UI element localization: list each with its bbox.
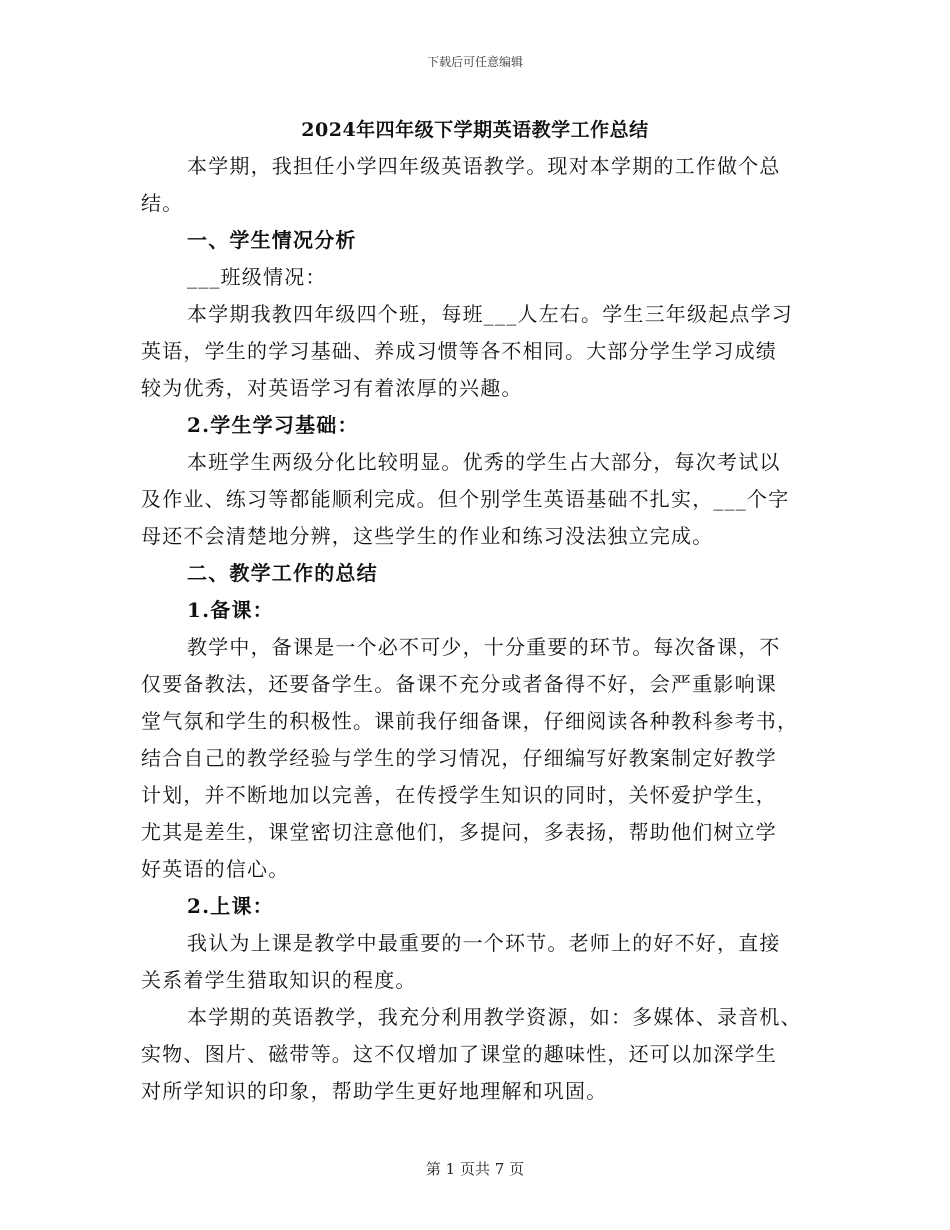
text-line: 实物、图片、磁带等。这不仅增加了课堂的趣味性，还可以加深学生 — [141, 1042, 777, 1066]
text-line: 堂气氛和学生的积极性。课前我仔细备课，仔细阅读各种教科参考书， — [141, 709, 799, 733]
text-line: ___班级情况： — [187, 265, 327, 289]
text-line: 仅要备教法，还要备学生。备课不充分或者备得不好，会严重影响课 — [141, 672, 777, 696]
text-line: 本学期我教四年级四个班，每班___人左右。学生三年级起点学习 — [187, 302, 793, 326]
text-line: 结合自己的教学经验与学生的学习情况，仔细编写好教案制定好教学 — [141, 746, 777, 770]
text-line: 本学期的英语教学，我充分利用教学资源，如：多媒体、录音机、 — [187, 1005, 802, 1029]
text-line: 较为优秀，对英语学习有着浓厚的兴趣。 — [141, 376, 523, 400]
text-line: 我认为上课是教学中最重要的一个环节。老师上的好不好，直接 — [187, 931, 781, 955]
section-heading: 1.备课： — [187, 598, 274, 622]
section-heading: 一、学生情况分析 — [187, 228, 357, 252]
text-line: 母还不会清楚地分辨，这些学生的作业和练习没法独立完成。 — [141, 524, 714, 548]
section-heading: 2.学生学习基础： — [187, 413, 359, 437]
text-line: 教学中，备课是一个必不可少，十分重要的环节。每次备课，不 — [187, 635, 781, 659]
text-line: 本班学生两级分化比较明显。优秀的学生占大部分，每次考试以 — [187, 450, 781, 474]
text-line: 及作业、练习等都能顺利完成。但个别学生英语基础不扎实，___个字 — [141, 487, 790, 511]
text-line: 好英语的信心。 — [141, 857, 290, 881]
text-line: 英语，学生的学习基础、养成习惯等各不相同。大部分学生学习成绩 — [141, 339, 777, 363]
section-heading: 二、教学工作的总结 — [187, 561, 378, 585]
page-footer: 第 1 页共 7 页 — [425, 1160, 525, 1178]
text-line: 计划，并不断地加以完善，在传授学生知识的同时，关怀爱护学生， — [141, 783, 777, 807]
document-title: 2024年四年级下学期英语教学工作总结 — [301, 119, 649, 141]
text-line: 对所学知识的印象，帮助学生更好地理解和巩固。 — [141, 1079, 608, 1103]
page-header: 下载后可任意编辑 — [426, 55, 523, 69]
section-heading: 2.上课： — [187, 894, 274, 918]
text-line: 关系着学生猎取知识的程度。 — [141, 968, 417, 992]
document-body — [141, 148, 821, 1110]
text-line: 本学期，我担任小学四年级英语教学。现对本学期的工作做个总 — [187, 154, 781, 178]
text-line: 尤其是差生，课堂密切注意他们，多提问，多表扬，帮助他们树立学 — [141, 820, 777, 844]
text-line: 结。 — [141, 191, 184, 215]
